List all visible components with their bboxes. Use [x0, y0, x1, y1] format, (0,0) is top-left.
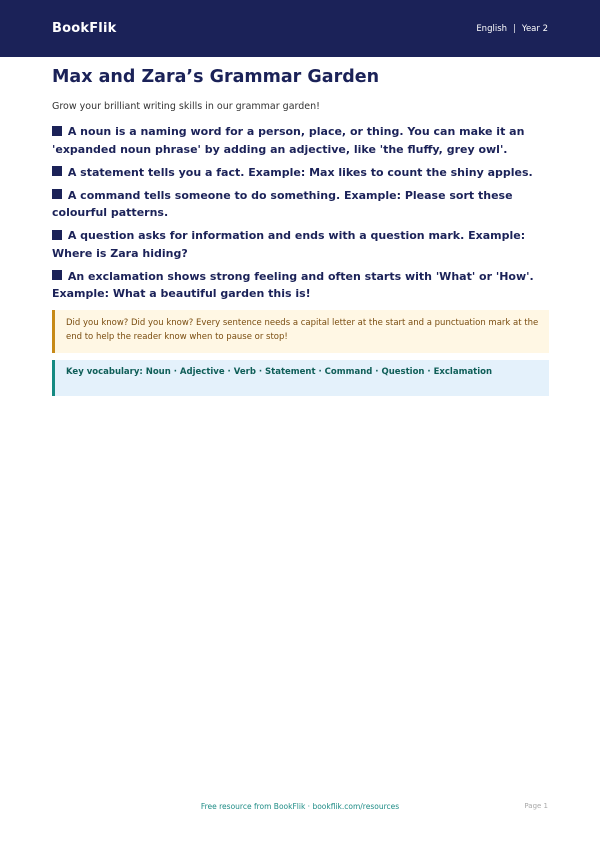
point-text: A command tells someone to do something. Example: Please sort these colourful patterns.: [52, 188, 513, 219]
crumb-separator: |: [513, 23, 516, 34]
footer-resource-link[interactable]: Free resource from BookFlik · bookflik.com/resources: [200, 802, 400, 811]
crumb-subject[interactable]: English: [476, 23, 508, 34]
main-content: [52, 66, 549, 396]
page-number: Page 1: [524, 802, 548, 810]
point-text: A question asks for information and ends with a question mark. Example: Where is Zara hiding?: [52, 229, 526, 260]
list-item: [52, 164, 549, 182]
list-item: [52, 227, 549, 262]
grammar-points-list: [52, 123, 549, 303]
top-bar: [0, 0, 600, 57]
list-item: [52, 123, 549, 158]
callout-text: Did you know? Did you know? Every sentence needs a capital letter at the start and a punctuation mark at the end to help the reader know when to pause or stop!: [66, 317, 539, 342]
square-bullet-icon: [52, 166, 62, 176]
did-you-know-callout: [52, 310, 549, 353]
list-item: [52, 187, 549, 222]
page-title: Max and Zara’s Grammar Garden: [52, 67, 380, 87]
list-item: [52, 268, 549, 303]
vocab-text: Key vocabulary: Noun · Adjective · Verb · Statement · Command · Question · Exclamation: [66, 366, 493, 377]
breadcrumb: [476, 24, 548, 34]
brand-logo[interactable]: BookFlik: [52, 21, 117, 36]
square-bullet-icon: [52, 189, 62, 199]
point-text: A statement tells you a fact. Example: Max likes to count the shiny apples.: [67, 165, 533, 179]
point-text: An exclamation shows strong feeling and often starts with 'What' or 'How'. Example: What a beautiful garden this is!: [52, 269, 534, 300]
square-bullet-icon: [52, 126, 62, 136]
intro-text: Grow your brilliant writing skills in our grammar garden!: [52, 101, 320, 112]
point-text: A noun is a naming word for a person, place, or thing. You can make it an 'expanded noun phrase' by adding an adjective, like 'the fluffy, grey owl'.: [52, 125, 525, 156]
key-vocabulary-box: [52, 360, 549, 396]
crumb-year[interactable]: Year 2: [521, 23, 548, 34]
square-bullet-icon: [52, 270, 62, 280]
square-bullet-icon: [52, 230, 62, 240]
